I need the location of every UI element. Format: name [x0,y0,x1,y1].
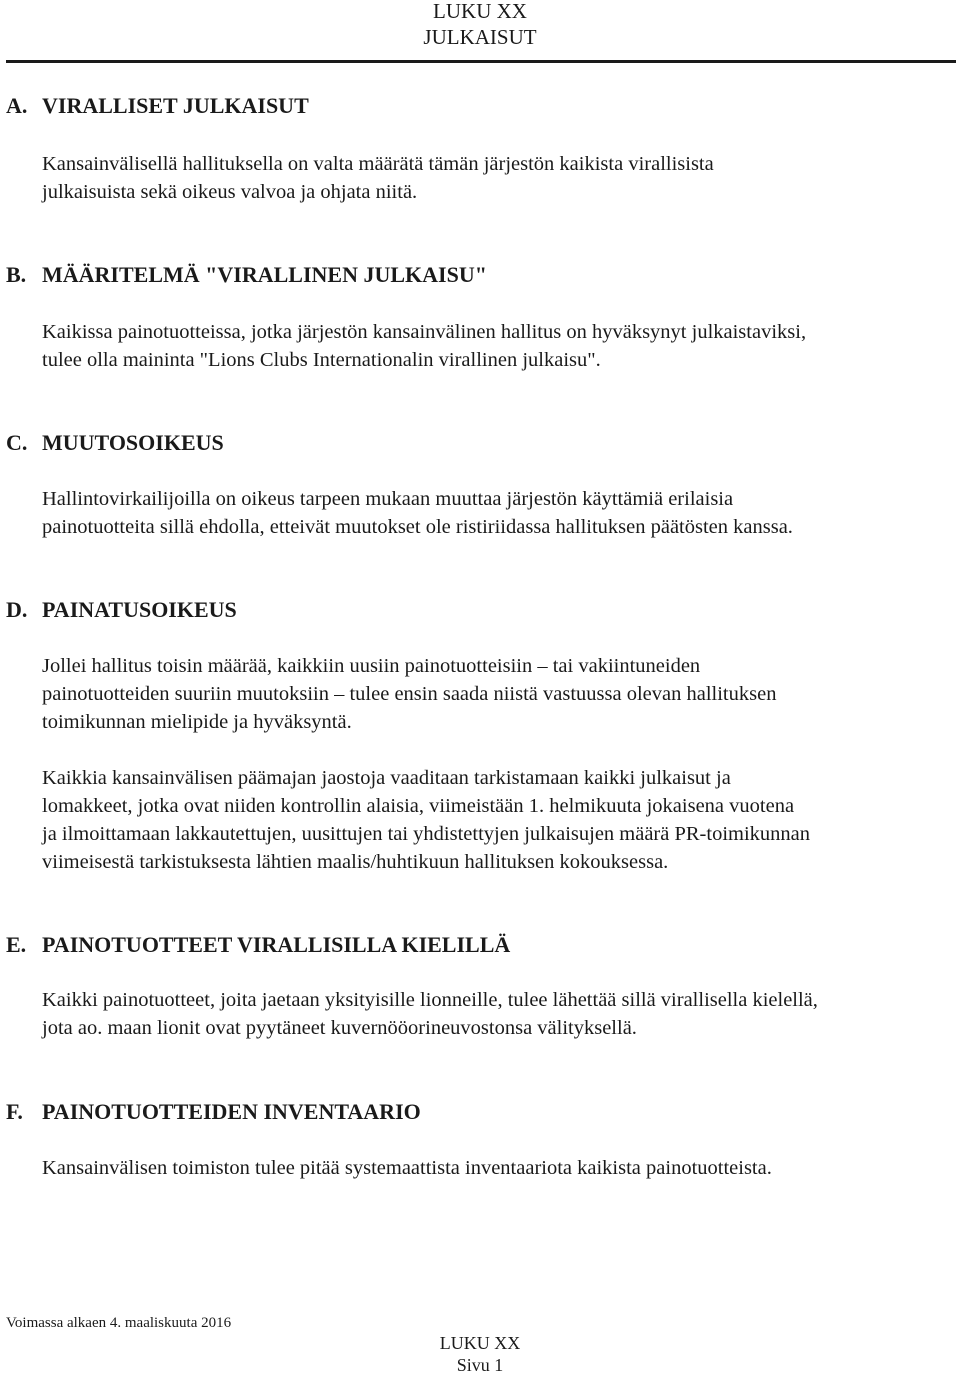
chapter-subheading: JULKAISUT [423,25,537,49]
text-line: viimeisestä tarkistuksesta lähtien maalis/huhtikuun hallituksen kokouksessa. [42,851,669,873]
section-letter: E. [6,932,27,957]
section-e-paragraph [42,986,958,1042]
text-line: Jollei hallitus toisin määrää, kaikkiin uusiin painotuotteisiin – tai vakiintuneiden [42,655,701,677]
text-line: Kaikki painotuotteet, joita jaetaan yksityisille lionneille, tulee lähettää sillä virallisella kielellä, [42,989,818,1011]
section-heading-c [6,429,224,457]
section-letter: F. [6,1099,23,1124]
section-heading-f [6,1098,421,1126]
section-title: PAINATUSOIKEUS [42,597,237,622]
header-divider [6,60,956,63]
section-b-paragraph [42,318,958,374]
text-line: Kansainvälisellä hallituksella on valta määrätä tämän järjestön kaikista virallisista [42,153,714,175]
section-f-paragraph [42,1154,958,1182]
section-title: PAINOTUOTTEET VIRALLISILLA KIELILLÄ [42,932,511,957]
chapter-heading: LUKU XX [433,0,527,23]
text-line: Hallintovirkailijoilla on oikeus tarpeen mukaan muuttaa järjestön käyttämiä erilaisia [42,488,734,510]
section-heading-b [6,261,487,289]
section-d-paragraph-1 [42,652,958,736]
section-letter: A. [6,93,28,118]
footer-chapter: LUKU XX [439,1333,521,1353]
section-title: MUUTOSOIKEUS [42,430,224,455]
section-heading-a [6,92,309,120]
section-heading-e [6,931,510,959]
section-title: PAINOTUOTTEIDEN INVENTAARIO [42,1099,421,1124]
text-line: julkaisuista sekä oikeus valvoa ja ohjata niitä. [42,181,418,203]
text-line: Kaikissa painotuotteissa, jotka järjestön kansainvälinen hallitus on hyväksynyt julkaistaviksi, [42,321,807,343]
text-line: jota ao. maan lionit ovat pyytäneet kuvernööorineuvostonsa välityksellä. [42,1017,637,1039]
section-letter: D. [6,597,28,622]
text-line: Kaikkia kansainvälisen päämajan jaostoja vaaditaan tarkistamaan kaikki julkaisut ja [42,767,731,789]
text-line: lomakkeet, jotka ovat niiden kontrollin alaisia, viimeistään 1. helmikuuta jokaisena vuotena [42,795,795,817]
text-line: tulee olla maininta "Lions Clubs Internationalin virallinen julkaisu". [42,349,601,371]
text-line: painotuotteita sillä ehdolla, etteivät muutokset ole ristiriidassa hallituksen päätösten kanssa. [42,516,793,538]
section-heading-d [6,596,237,624]
text-line: ja ilmoittamaan lakkautettujen, uusittujen tai yhdistettyjen julkaisujen määrä PR-toimikunnan [42,823,811,845]
text-line: Kansainvälisen toimiston tulee pitää systemaattista inventaariota kaikista painotuotteista. [42,1157,772,1179]
text-line: toimikunnan mielipide ja hyväksyntä. [42,711,352,733]
section-c-paragraph [42,485,958,541]
section-letter: C. [6,430,28,455]
section-letter: B. [6,262,27,287]
section-title: MÄÄRITELMÄ "VIRALLINEN JULKAISU" [42,262,487,287]
text-line: painotuotteiden suuriin muutoksiin – tulee ensin saada niistä vastuussa olevan hallituksen [42,683,777,705]
section-title: VIRALLISET JULKAISUT [42,93,309,118]
section-a-paragraph [42,150,958,206]
page-number: Sivu 1 [456,1355,504,1375]
effective-date: Voimassa alkaen 4. maaliskuuta 2016 [6,1315,232,1331]
section-d-paragraph-2 [42,764,958,876]
